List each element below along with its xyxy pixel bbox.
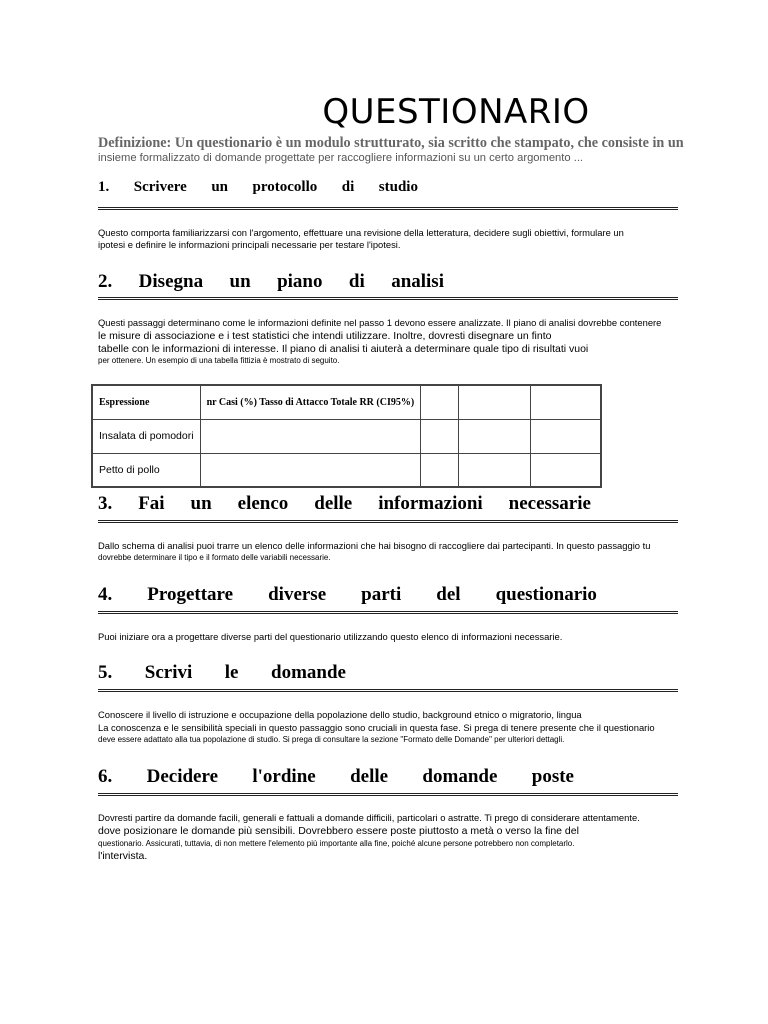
heading-word: informazioni xyxy=(378,493,483,514)
section-1-heading xyxy=(98,179,418,196)
table-header-metrics: nr Casi (%) Tasso di Attacco Totale RR (CI95%) xyxy=(200,385,421,419)
section-3-rule xyxy=(98,520,678,524)
heading-word: piano xyxy=(277,271,323,292)
heading-word: Scrivere xyxy=(133,179,187,195)
heading-word: delle xyxy=(350,766,389,787)
heading-word: 4. xyxy=(98,584,113,605)
heading-word: poste xyxy=(531,766,574,787)
table-cell xyxy=(421,419,459,453)
section-2-line-2: le misure di associazione e i test statistici che intendi utilizzare. Inoltre, dovresti disegnare un finto xyxy=(98,330,552,342)
section-1-line-2: ipotesi e definire le informazioni principali necessarie per testare l'ipotesi. xyxy=(98,239,401,250)
table-cell xyxy=(459,419,531,453)
heading-word: Fai xyxy=(138,493,165,514)
table-row-label: Petto di pollo xyxy=(92,453,200,487)
section-6-line-2: dove posizionare le domande più sensibili. Dovrebbero essere poste piuttosto a metà o verso la fine del xyxy=(98,825,579,837)
table-cell xyxy=(459,385,531,419)
heading-word: un xyxy=(211,179,228,195)
table-cell xyxy=(421,385,459,419)
table-header-row xyxy=(92,385,601,419)
definition-line-2: insieme formalizzato di domande progettate per raccogliere informazioni su un certo argomento ... xyxy=(98,152,584,164)
section-2-line-4: per ottenere. Un esempio di una tabella fittizia è mostrato di seguito. xyxy=(98,356,340,365)
section-2-rule xyxy=(98,297,678,301)
heading-word: di xyxy=(348,271,365,292)
heading-word: un xyxy=(229,271,251,292)
heading-word: Disegna xyxy=(138,271,204,292)
heading-word: questionario xyxy=(495,584,597,605)
heading-word: domande xyxy=(422,766,498,787)
heading-word: diverse xyxy=(268,584,327,605)
heading-word: domande xyxy=(271,662,346,683)
table-cell xyxy=(531,419,601,453)
heading-word: 3. xyxy=(98,493,113,514)
table-cell xyxy=(531,453,601,487)
heading-word: Scrivi xyxy=(144,662,193,683)
section-6-heading xyxy=(98,766,574,788)
table-row xyxy=(92,419,601,453)
page-title: QUESTIONARIO xyxy=(322,92,590,132)
section-5-heading xyxy=(98,662,346,684)
heading-word: analisi xyxy=(391,271,444,292)
section-2-heading xyxy=(98,271,444,293)
table-cell xyxy=(459,453,531,487)
heading-word: Decidere xyxy=(146,766,218,787)
section-2-line-3: tabelle con le informazioni di interesse. Il piano di analisi ti aiuterà a determinare quale tipo di risultati vuoi xyxy=(98,343,589,355)
table-cell xyxy=(531,385,601,419)
section-3-line-2: dovrebbe determinare il tipo e il formato delle variabili necessarie. xyxy=(98,553,331,562)
section-1-rule xyxy=(98,207,678,211)
section-5-line-1: Conoscere il livello di istruzione e occupazione della popolazione dello studio, background etnico o migratorio, lingua xyxy=(98,709,582,720)
heading-word: 2. xyxy=(98,271,113,292)
section-4-rule xyxy=(98,611,678,615)
heading-word: 1. xyxy=(98,179,110,195)
heading-word: necessarie xyxy=(508,493,591,514)
section-6-line-4: l'intervista. xyxy=(98,850,148,862)
table-cell xyxy=(200,419,421,453)
heading-word: un xyxy=(190,493,212,514)
section-5-rule xyxy=(98,689,678,693)
heading-word: le xyxy=(224,662,239,683)
heading-word: Progettare xyxy=(147,584,234,605)
table-row-label: Insalata di pomodori xyxy=(92,419,200,453)
dummy-table xyxy=(91,384,602,488)
table-header-espressione: Espressione xyxy=(92,385,200,419)
section-6-line-1: Dovresti partire da domande facili, generali e fattuali a domande difficili, particolari o astratte. Ti prego di considerare attentamente. xyxy=(98,812,640,823)
heading-word: 6. xyxy=(98,766,113,787)
table-cell xyxy=(200,453,421,487)
section-6-rule xyxy=(98,793,678,797)
definition-line-1: Definizione: Un questionario è un modulo strutturato, sia scritto che stampato, che consiste in un xyxy=(98,135,684,151)
heading-word: parti xyxy=(361,584,402,605)
section-5-line-2: La conoscenza e le sensibilità speciali in questo passaggio sono cruciali in questa fase. Si prega di tenere presente che il questionario xyxy=(98,722,655,733)
heading-word: delle xyxy=(314,493,353,514)
heading-word: 5. xyxy=(98,662,113,683)
table-cell xyxy=(421,453,459,487)
section-5-line-3: deve essere adattato alla tua popolazione di studio. Si prega di consultare la sezione "Formato delle Domande" per ulteriori dettagli. xyxy=(98,735,565,744)
heading-word: di xyxy=(341,179,355,195)
heading-word: del xyxy=(436,584,461,605)
section-3-heading xyxy=(98,493,591,515)
section-4-heading xyxy=(98,584,597,606)
table-row xyxy=(92,453,601,487)
section-2-line-1: Questi passaggi determinano come le informazioni definite nel passo 1 devono essere analizzate. Il piano di analisi dovrebbe contenere xyxy=(98,317,662,328)
section-3-line-1: Dallo schema di analisi puoi trarre un elenco delle informazioni che hai bisogno di raccogliere dai partecipanti. In questo passaggio tu xyxy=(98,540,651,551)
heading-word: protocollo xyxy=(252,179,318,195)
section-1-line-1: Questo comporta familiarizzarsi con l'argomento, effettuare una revisione della letteratura, decidere sugli obiettivi, formulare un xyxy=(98,227,624,238)
heading-word: elenco xyxy=(237,493,289,514)
section-6-line-3: questionario. Assicurati, tuttavia, di non mettere l'elemento più importante alla fine, poiché alcune persone potrebbero non completarlo. xyxy=(98,839,575,848)
section-4-line-1: Puoi iniziare ora a progettare diverse parti del questionario utilizzando questo elenco di informazioni necessarie. xyxy=(98,631,563,642)
heading-word: l'ordine xyxy=(252,766,316,787)
heading-word: studio xyxy=(378,179,418,195)
